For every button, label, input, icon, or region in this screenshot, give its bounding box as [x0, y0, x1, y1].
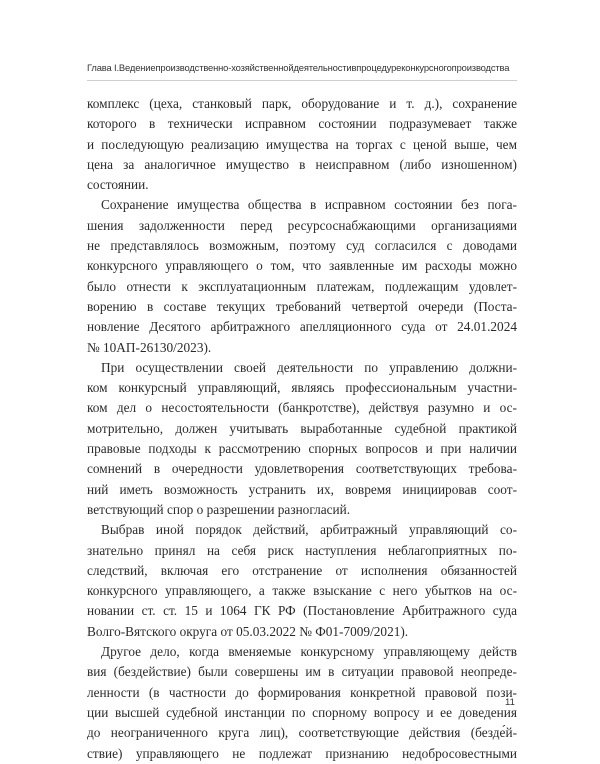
text-line: новании ст. ст. 15 и 1064 ГК РФ (Постановление Арбитражного суда	[87, 603, 517, 619]
text-line: Волго-Вятского округа от 05.03.2022 № Ф01-7009/2021).	[87, 623, 409, 639]
text-line: ветствующий спор о разрешении разногласий.	[87, 501, 351, 517]
text-line: следствий, включая его отстранение от исполнения обязанностей	[87, 562, 517, 578]
text-line: ции высшей судебной инстанции по спорному вопросу и ее доведения	[87, 704, 517, 720]
text-line: ком конкурсный управляющий, являясь профессиональным участни-	[87, 380, 517, 396]
text-line: ком дел о несостоятельности (банкротстве), действуя разумно и ос-	[87, 400, 517, 416]
text-line: При осуществлении своей деятельности по управлению должни-	[101, 359, 517, 375]
running-head: Глава I.Ведениепроизводственно-хозяйственнойдеятельностивпроцедуреконкурсногопроизводства	[87, 62, 510, 73]
text-line: и последующую реализацию имущества на торгах с ценой выше, чем	[87, 136, 517, 152]
text-line: цена за аналогичное имущество в неисправном (либо изношенном)	[87, 156, 517, 172]
text-line: комплекс (цеха, станковый парк, оборудование и т. д.), сохранение	[87, 96, 517, 111]
text-line: правовые подходы к рассмотрению спорных вопросов и при наличии	[87, 441, 517, 457]
paragraph	[87, 358, 517, 520]
text-line: Сохранение имущества общества в исправном состоянии без пога-	[101, 197, 517, 213]
text-line: ний иметь возможность устранить их, вовремя инициировав соот-	[87, 481, 517, 497]
paragraph	[87, 520, 517, 642]
text-line: № 10АП-26130/2023).	[87, 339, 212, 355]
body-text	[87, 94, 517, 764]
text-line: мотрительно, должен учитывать выработанные судебной практикой	[87, 420, 517, 436]
text-line: не представлялось возможным, поэтому суд согласился с доводами	[87, 238, 517, 254]
text-line: Другое дело, когда вменяемые конкурсному управляющему действ	[101, 644, 517, 660]
text-line: ствие) управляющего не подлежат признанию недобросовестными	[87, 745, 517, 761]
header-divider	[87, 80, 517, 81]
text-line: до неограниченного круга лиц), соответствующие действия (безде́й-	[87, 725, 517, 741]
text-line: знательно принял на себя риск наступления неблагоприятных по-	[87, 542, 517, 558]
text-line: конкурсного управляющего, а также взыскание с него убытков на ос-	[87, 583, 517, 599]
text-line: новление Десятого арбитражного апелляционного суда от 24.01.2024	[87, 319, 517, 335]
text-line: сомнений в очередности удовлетворения соответствующих требова-	[87, 461, 517, 477]
text-line: состоянии.	[87, 177, 149, 193]
paragraph	[87, 195, 517, 357]
text-line: ворению в составе текущих требований четвертой очереди (Поста-	[87, 298, 517, 314]
text-line: шения задолженности перед ресурсоснабжающими организациями	[87, 217, 517, 233]
text-line: конкурсного управляющего о том, что заявленные им расходы можно	[87, 258, 517, 274]
paragraph	[87, 94, 517, 195]
text-line: которого в технически исправном состоянии подразумевает также	[87, 116, 517, 132]
text-line: ленности (в частности до формирования конкретной правовой пози-	[87, 684, 517, 700]
text-line: было отнести к эксплуатационным платежам, подлежащим удовлет-	[87, 278, 517, 294]
paragraph	[87, 642, 517, 764]
text-line: вия (бездействие) были совершены им в ситуации правовой неопреде-	[87, 664, 517, 680]
page-number: 11	[505, 697, 515, 708]
text-line: Выбрав иной порядок действий, арбитражный управляющий со-	[101, 522, 517, 538]
